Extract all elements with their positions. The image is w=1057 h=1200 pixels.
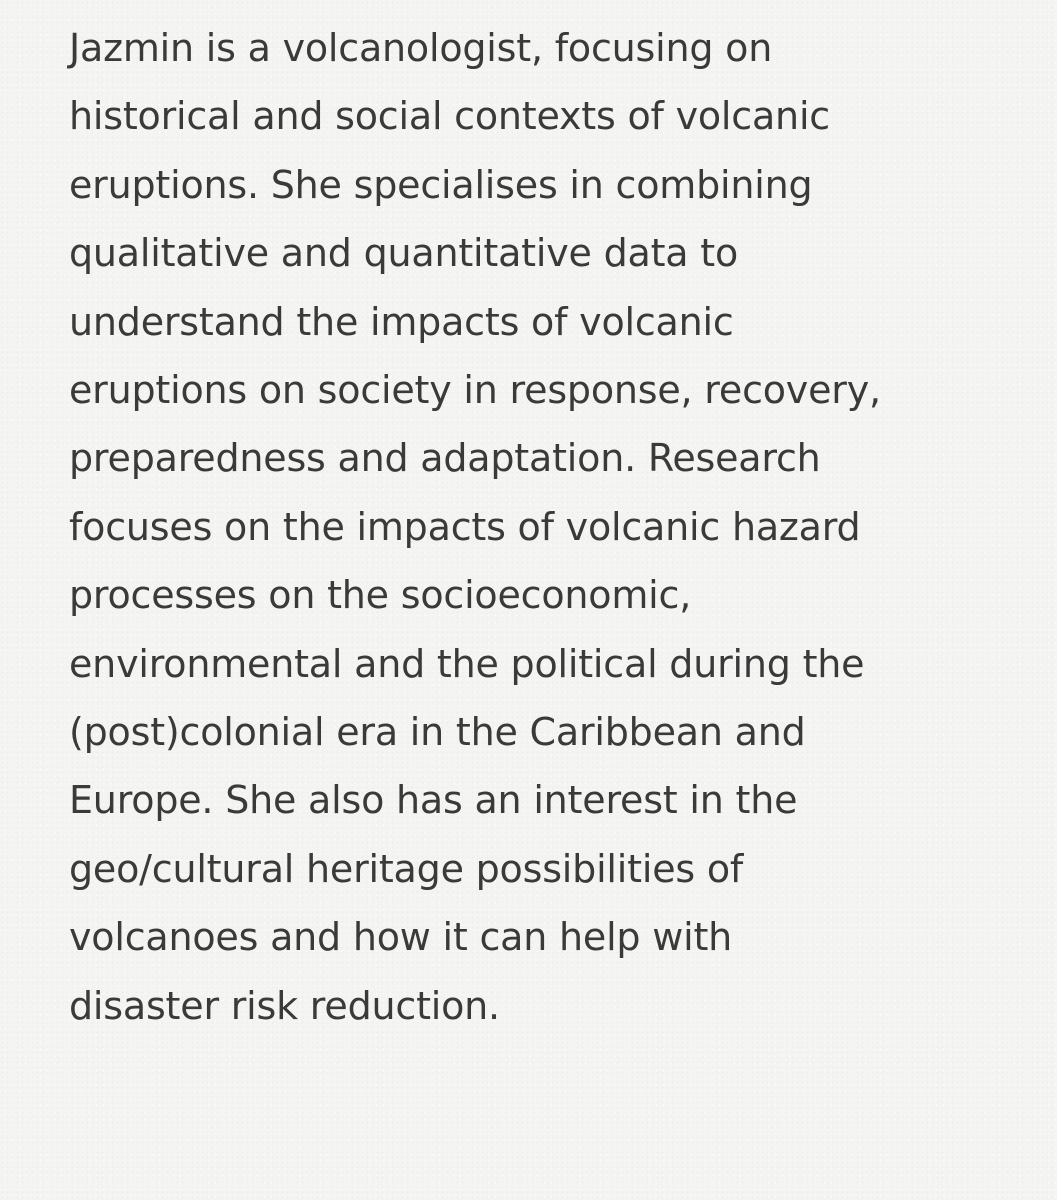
note-line: Europe. She also has an interest in the — [69, 778, 798, 823]
note-line: focuses on the impacts of volcanic hazard — [69, 504, 861, 549]
note-line: understand the impacts of volcanic — [69, 299, 734, 344]
note-line: (post)colonial era in the Caribbean and — [69, 710, 806, 755]
note-line: disaster risk reduction. — [69, 983, 500, 1028]
note-line: preparedness and adaptation. Research — [69, 436, 821, 481]
note-body-text — [69, 14, 1029, 1040]
note-line: volcanoes and how it can help with — [69, 915, 733, 960]
note-line: eruptions on society in response, recovery, — [69, 368, 881, 413]
note-line: geo/cultural heritage possibilities of — [69, 846, 744, 891]
note-line: processes on the socioeconomic, — [69, 573, 692, 618]
note-line: qualitative and quantitative data to — [69, 231, 739, 276]
note-line: environmental and the political during the — [69, 641, 865, 686]
note-line: eruptions. She specialises in combining — [69, 162, 813, 207]
note-line: Jazmin is a volcanologist, focusing on — [69, 26, 773, 70]
note-line: historical and social contexts of volcanic — [69, 94, 830, 139]
